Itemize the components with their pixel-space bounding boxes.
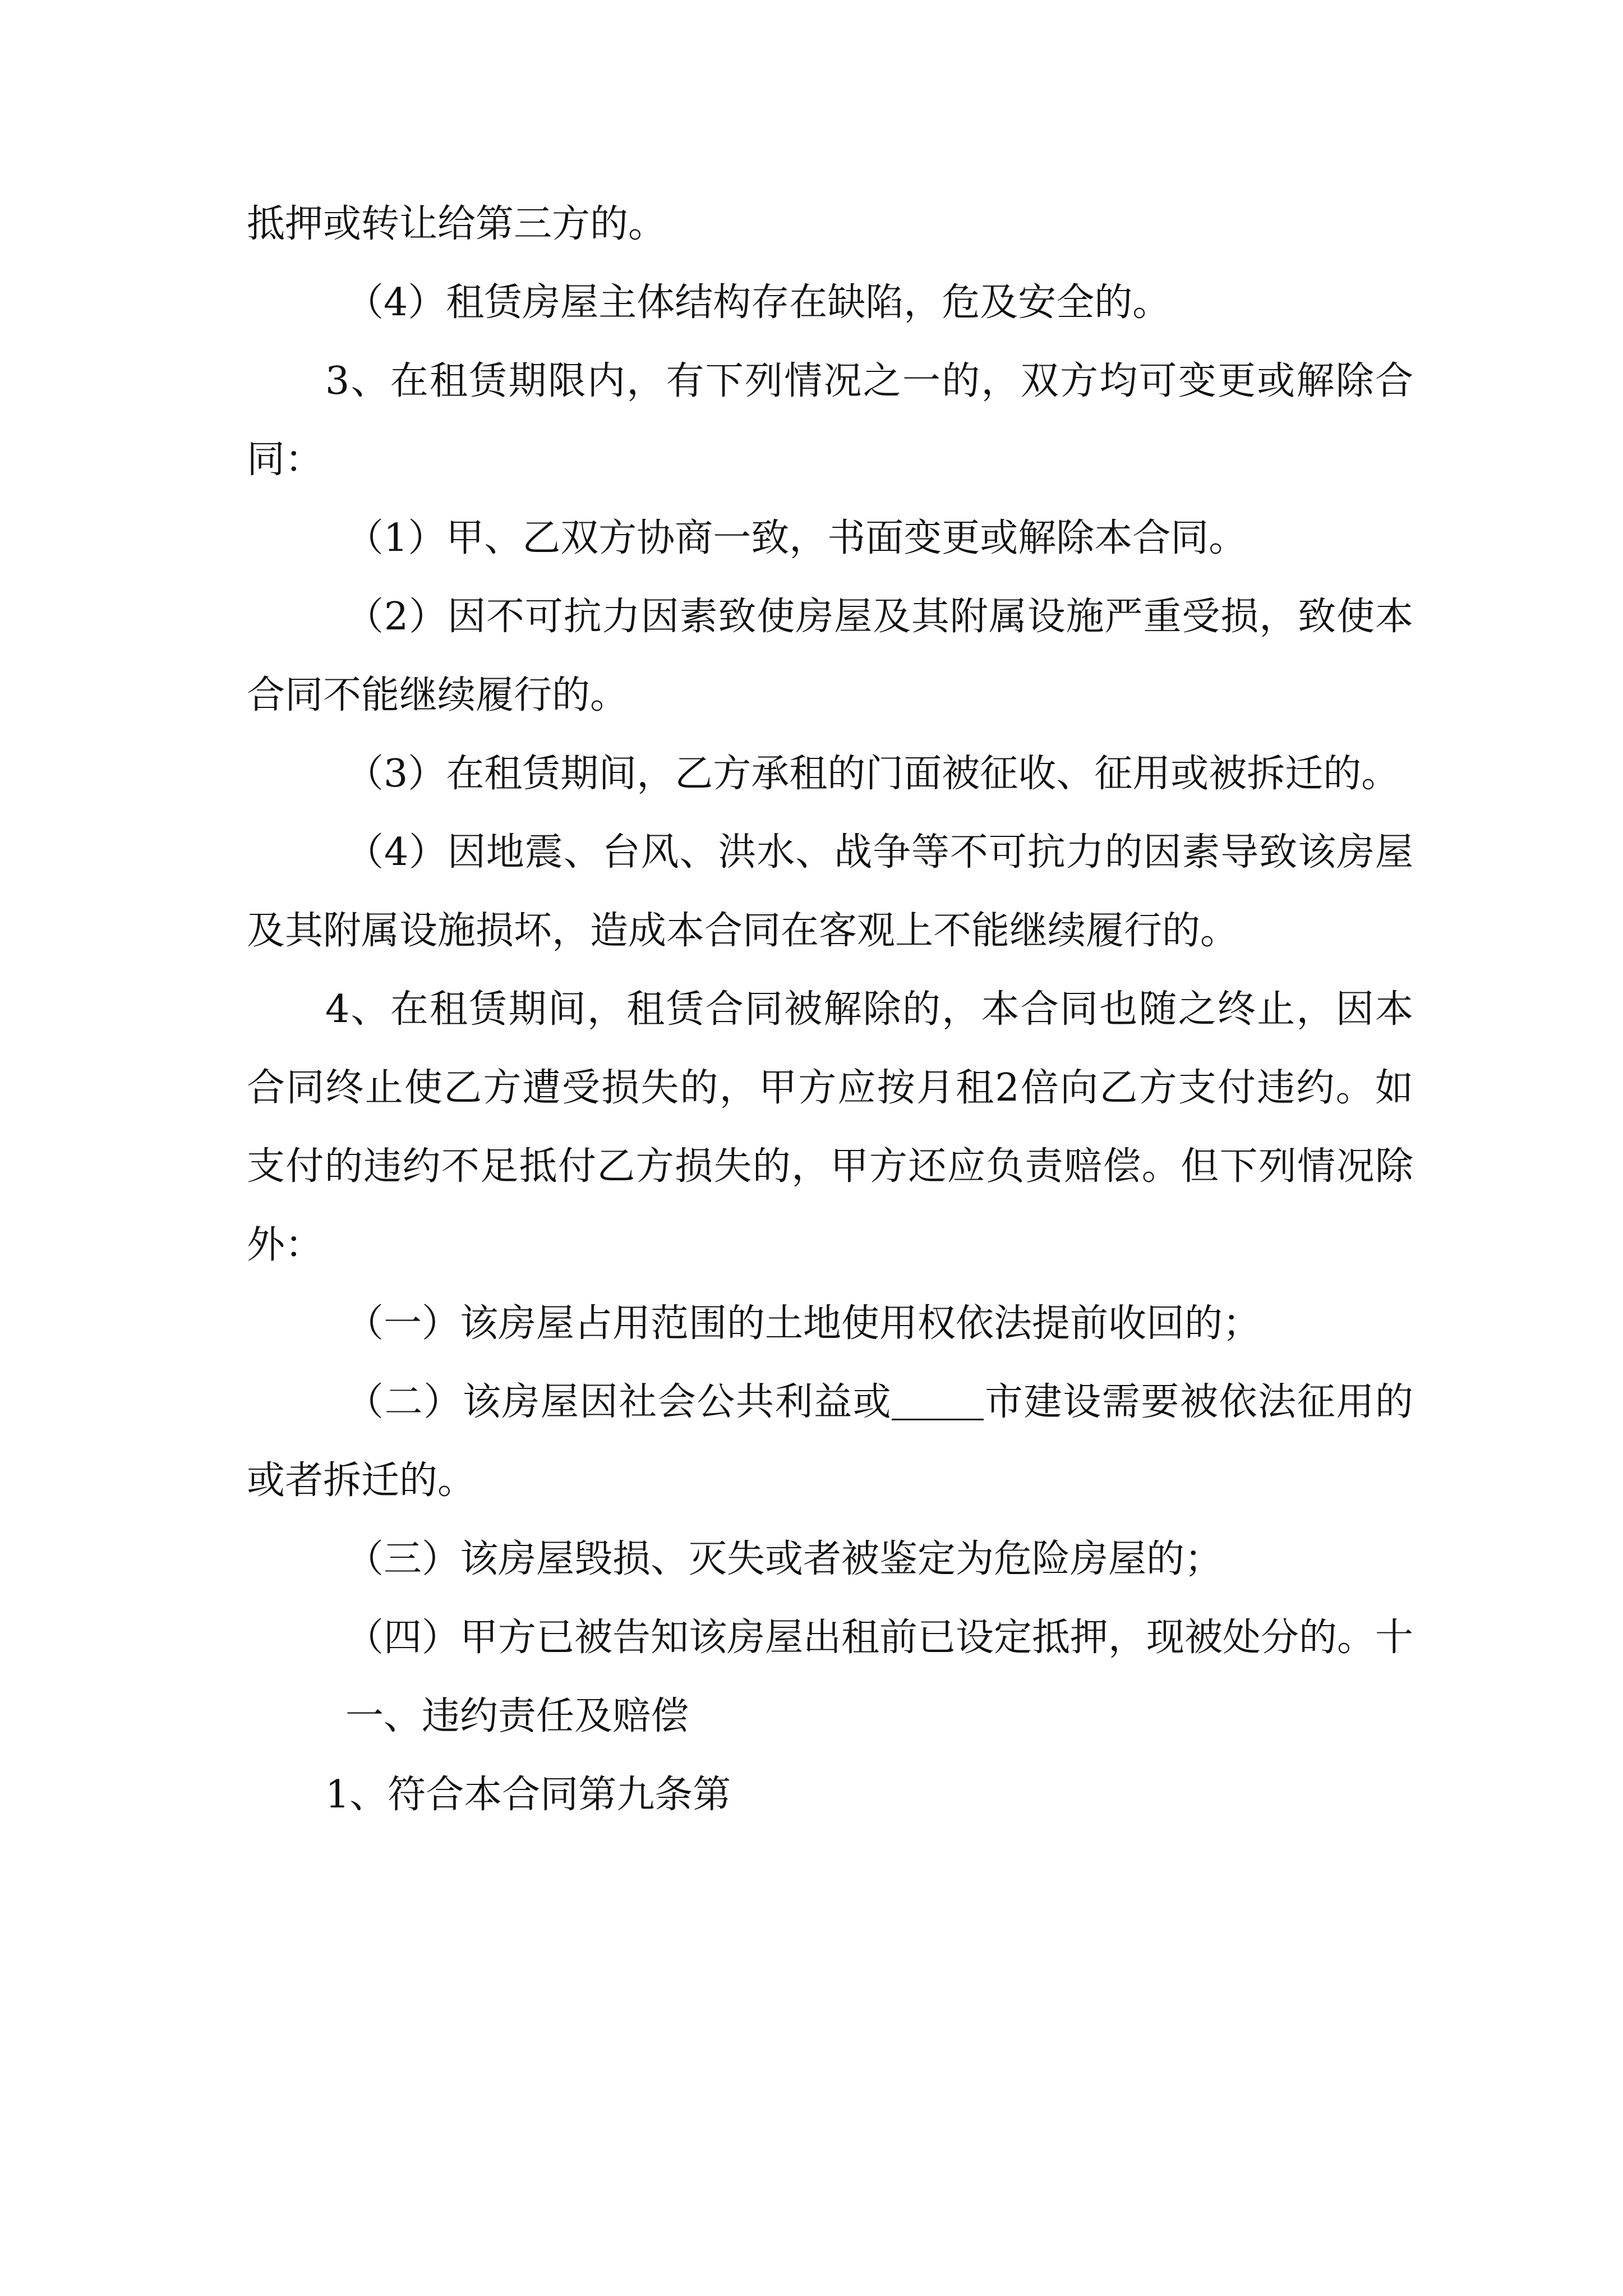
paragraph-4: （1）甲、乙双方协商一致，书面变更或解除本合同。 xyxy=(345,516,1247,560)
paragraph-8: 4、在租赁期间，租赁合同被解除的，本合同也随之终止，因本合同终止使乙方遭受损失的，甲方应按月租2倍向乙方支付违约。如支付的违约不足抵付乙方损失的，甲方还应负责赔偿。但下列情况除外： xyxy=(247,987,1413,1267)
paragraph-10-before: （二）该房屋因社会公共利益或 xyxy=(345,1380,892,1424)
paragraph-9: （一）该房屋占用范围的土地使用权依法提前收回的； xyxy=(345,1301,1261,1346)
paragraph-10-after: 市建设需要被依法征用的或者拆迁的。 xyxy=(247,1380,1413,1503)
contract-text xyxy=(247,185,1413,1834)
paragraph-10 xyxy=(247,1363,1413,1520)
paragraph-6: （3）在租赁期间，乙方承租的门面被征收、征用或被拆迁的。 xyxy=(345,752,1400,796)
fill-in-blank xyxy=(892,1419,984,1420)
paragraph-5: （2）因不可抗力因素致使房屋及其附属设施严重受损，致使本合同不能继续履行的。 xyxy=(247,595,1413,717)
paragraph-12: （四）甲方已被告知该房屋出租前已设定抵押，现被处分的。十 xyxy=(345,1616,1414,1660)
paragraph-2: （4）租赁房屋主体结构存在缺陷，危及安全的。 xyxy=(345,280,1171,325)
paragraph-7: （4）因地震、台风、洪水、战争等不可抗力的因素导致该房屋及其附属设施损坏，造成本合同在客观上不能继续履行的。 xyxy=(247,830,1413,953)
paragraph-3: 3、在租赁期限内，有下列情况之一的，双方均可变更或解除合同： xyxy=(247,359,1413,482)
paragraph-1: 抵押或转让给第三方的。 xyxy=(247,202,667,246)
paragraph-13: 一、违约责任及赔偿 xyxy=(345,1694,689,1738)
paragraph-11: （三）该房屋毁损、灭失或者被鉴定为危险房屋的； xyxy=(345,1537,1223,1581)
paragraph-14: 1、符合本合同第九条第 xyxy=(325,1773,731,1817)
